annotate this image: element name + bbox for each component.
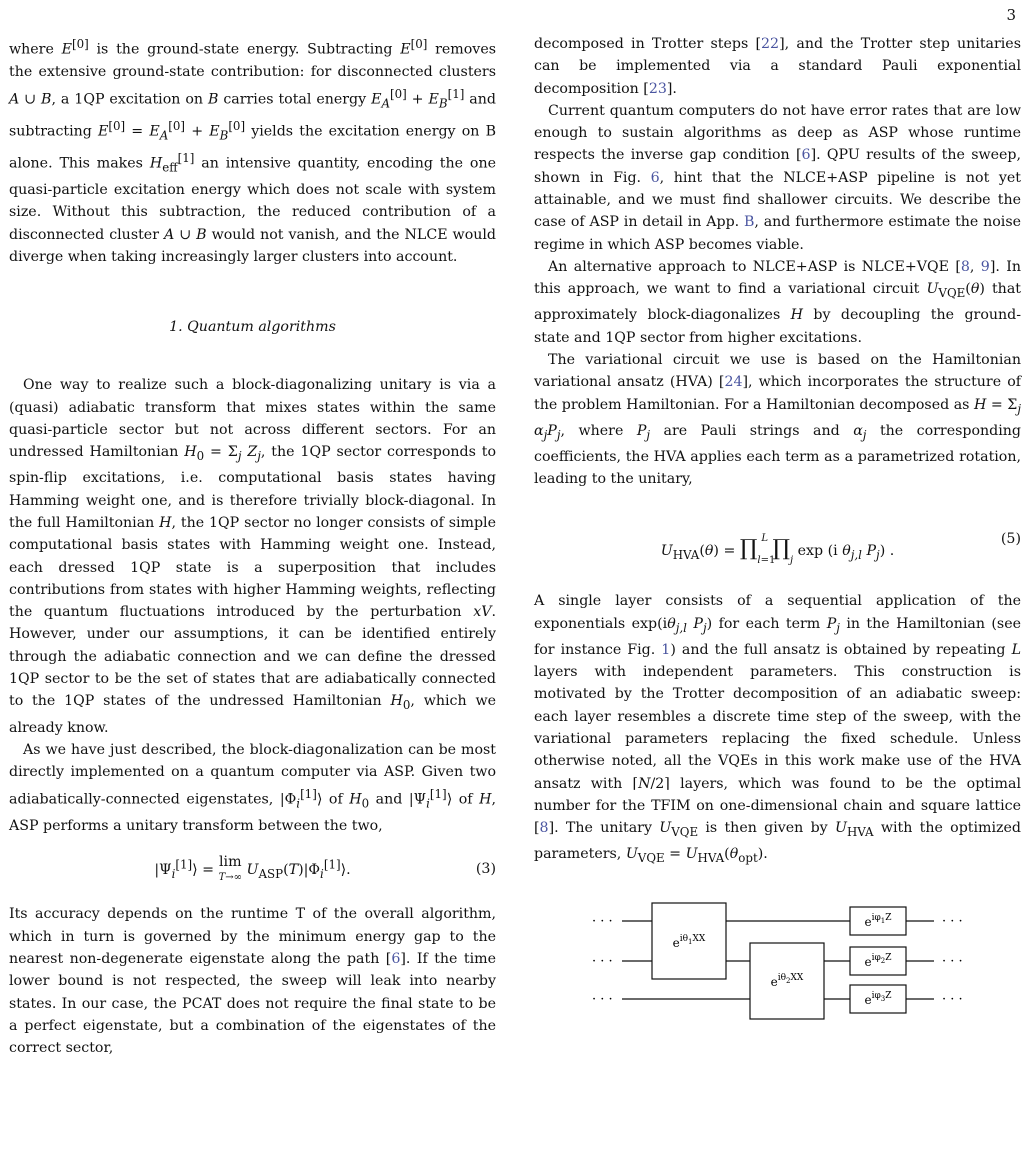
page-number: 3 bbox=[1006, 6, 1016, 24]
right-column bbox=[534, 0, 1021, 1171]
circuit-ellipsis: · · · bbox=[942, 914, 963, 930]
left-paragraph-3: As we have just described, the block-diagonalization can be most directly implemented on a quantum computer via ASP. Given two adiabatically-connected eigenstates, $|\Phi_i[1]⟩$ of $H_0$ and $|\Psi_i[1]⟩$ of H, ASP performs a unitary transform between the two, bbox=[9, 741, 496, 835]
figure-link[interactable]: 6 bbox=[650, 169, 660, 186]
circuit-ellipsis: · · · bbox=[592, 914, 613, 930]
z-gate-1-label: $e^{i\varphi}_1^Z$ bbox=[864, 913, 892, 930]
xx-gate-1-label: $e^{i\theta}_1^{XX}$ bbox=[672, 934, 706, 951]
right-paragraph-1: decomposed in Trotter steps [22], and the Trotter step unitaries can be implemented via a standard Pauli exponential decomposition [23]. bbox=[534, 36, 1021, 97]
equation-3: $|\Psi_i[1]⟩ = \lim$ T→∞ $U_{ASP}(T)|\Phi_i[1]⟩$. (3) bbox=[154, 854, 496, 884]
circuit-ellipsis: · · · bbox=[592, 992, 613, 1008]
equation-5: $U_{HVA}(\theta)$ = $\prod_{l=1}^L$ $\prod_j$ exp (i $\theta_{j,l}$ $P_j$) . (5) bbox=[534, 508, 1021, 570]
citation-link[interactable]: 9 bbox=[980, 258, 990, 275]
left-paragraph-4-text-b: ]. If the time lower bound is not respected, the sweep will leak into nearby states. In our case, the PCAT does not require the final state to be a perfect eigenstate, but a combination of the eigenstates of the correct sector, bbox=[9, 951, 496, 1057]
citation-link[interactable]: 8 bbox=[960, 258, 970, 275]
z-gate-3-label: $e^{i\varphi}_3^Z$ bbox=[864, 991, 892, 1008]
circuit-svg bbox=[534, 891, 1021, 1021]
equation-3-number: (3) bbox=[475, 861, 496, 878]
left-column bbox=[9, 0, 496, 1171]
left-paragraph-4 bbox=[9, 903, 496, 1059]
equation-5-number: (5) bbox=[1000, 531, 1021, 548]
appendix-link[interactable]: B bbox=[743, 214, 755, 231]
xx-gate-2-label: $e^{i\theta}_2^{XX}$ bbox=[770, 973, 804, 990]
circuit-ellipsis: · · · bbox=[592, 954, 613, 970]
z-gate-2-label: $e^{i\varphi}_2^Z$ bbox=[864, 953, 892, 970]
citation-link[interactable]: 24 bbox=[724, 374, 743, 391]
subsection-heading: 1. Quantum algorithms bbox=[169, 319, 336, 336]
right-paragraph-5: A single layer consists of a sequential application of the exponentials $\exp(i\theta_{j,l}$ $P_j$) for each term $P_j$ in the Hamiltonian (see for instance Fig. 1) and the full ansatz is obtained by repeating L layers with independent parameters. This construction is motivated by the Trotter decomposition of an adiabatic sweep: each layer resembles a discrete time step of the sweep, with the variational parameters replacing the fixed schedule. Unless otherwise noted, all the VQEs in this work make use of the HVA ansatz with ⌈N/2⌉ layers, which was found to be the optimal number for the TFIM on one-dimensional chain and square lattice [8]. The unitary $U_{VQE}$ is then given by $U_{HVA}$ with the optimized parameters, $U_{VQE} = U_{HVA}(\theta_{opt})$. bbox=[534, 593, 1021, 866]
right-paragraph-2: Current quantum computers do not have error rates that are low enough to sustain algorithms as deep as ASP whose runtime respects the inverse gap condition [6]. QPU results of the sweep, shown in Fig. 6, hint that the NLCE+ASP pipeline is not yet attainable, and we must find shallower circuits. We describe the case of ASP in detail in App. B, and furthermore estimate the noise regime in which ASP becomes viable. bbox=[534, 102, 1022, 253]
circuit-ellipsis: · · · bbox=[942, 954, 963, 970]
citation-link[interactable]: 22 bbox=[761, 36, 780, 52]
figure-link[interactable]: 1 bbox=[661, 641, 671, 658]
citation-link[interactable]: 6 bbox=[801, 147, 811, 164]
circuit-diagram bbox=[534, 891, 1021, 1021]
circuit-ellipsis: · · · bbox=[942, 992, 963, 1008]
right-paragraph-3: An alternative approach to NLCE+ASP is NLCE+VQE [8, 9]. In this approach, we want to find a variational circuit $U_{VQE}(\theta)$ that approximately block-diagonalizes H by decoupling the ground-state and 1QP sector from higher excitations. bbox=[534, 258, 1022, 346]
citation-link[interactable]: 6 bbox=[391, 951, 401, 967]
left-paragraph-1: where E[0] is the ground-state energy. Subtracting E[0] removes the extensive ground-state contribution: for disconnected clusters A ∪ B, a 1QP excitation on B carries total energy $E_A[0] + E_B[1]$ and subtracting $E[0] = E_A[0] + E_B[0]$ yields the excitation energy on B alone. This makes $H_{eff}[1]$ an intensive quantity, encoding the one quasi-particle excitation energy which does not scale with system size. Without this subtraction, the reduced contribution of a disconnected cluster A ∪ B would not vanish, and the NLCE would diverge when taking increasingly larger clusters into account. bbox=[9, 37, 496, 265]
right-paragraph-4: The variational circuit we use is based on the Hamiltonian variational ansatz (HVA) [24], which incorporates the structure of the problem Hamiltonian. For a Hamiltonian decomposed as $H = \Sigma_j$ $\alpha_jP_j$, where $P_j$ are Pauli strings and $\alpha_j$ the corresponding coefficients, the HVA applies each term as a parametrized rotation, leading to the unitary, bbox=[534, 351, 1021, 488]
left-paragraph-2: One way to realize such a block-diagonalizing unitary is via a (quasi) adiabatic transform that mixes states within the same quasi-particle sector but not across different sectors. For an undressed Hamiltonian $H_0 = \Sigma_j$ $Z_j$, the 1QP sector corresponds to spin-flip excitations, i.e. computational basis states having Hamming weight one, and is therefore trivially block-diagonal. In the full Hamiltonian H, the 1QP sector no longer consists of simple computational basis states with Hamming weight one. Instead, each dressed 1QP state is a superposition that includes contributions from states with higher Hamming weights, reflecting the quantum fluctuations introduced by the perturbation xV. However, under our assumptions, it can be identified entirely through the adiabatic connection and we can define the dressed 1QP sector to be the set of states that are adiabatically connected to the 1QP states of the undressed Hamiltonian $H_0$, which we already know. bbox=[9, 377, 496, 736]
citation-link[interactable]: 23 bbox=[648, 80, 667, 97]
left-paragraph-4-text-a: Its accuracy depends on the runtime T of the overall algorithm, which in turn is governed by the minimum energy gap to the nearest non-degenerate eigenstate along the path [ bbox=[9, 906, 496, 967]
citation-link[interactable]: 8 bbox=[539, 820, 549, 837]
